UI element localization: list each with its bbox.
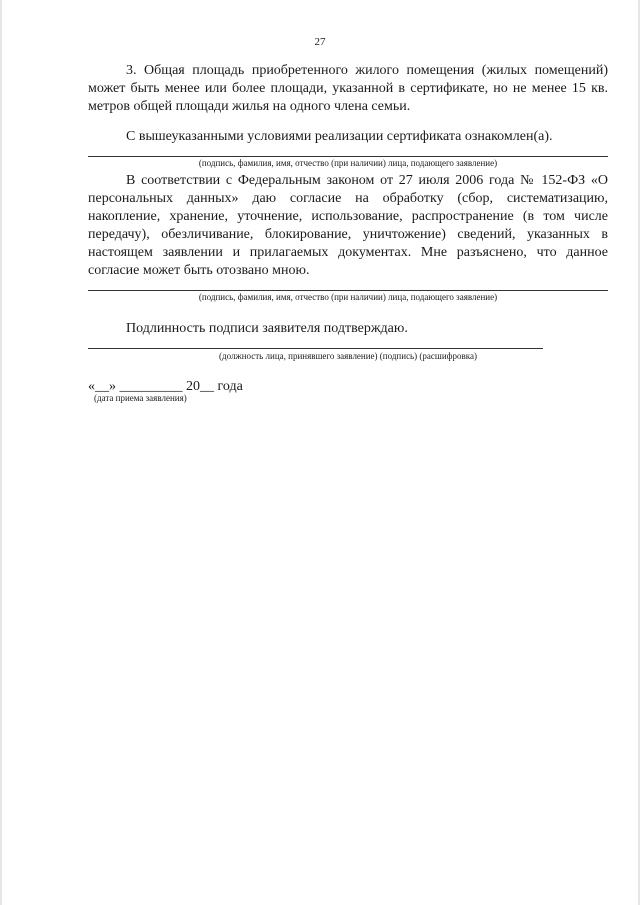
signature-line-2: [88, 290, 608, 291]
date-caption: (дата приема заявления): [94, 393, 187, 403]
date-line: «__» _________ 20__ года: [88, 379, 243, 394]
signature-line-1: [88, 156, 608, 157]
consent-paragraph: В соответствии с Федеральным законом от 27 июля 2006 года № 152-ФЗ «О персональных данных» даю согласие на обработку (сбор, систематизацию, накопление, хранение, уточнение, использование, распространение (в том числе передачу), обезличивание, блокирование, уничтожение) сведений, указанных в настоящем заявлении и прилагаемых документах. Мне разъяснено, что данное согласие может быть отозвано мною.: [88, 173, 608, 278]
signature-confirmation-text: Подлинность подписи заявителя подтверждаю.: [126, 321, 408, 336]
signature-caption-2: (подпись, фамилия, имя, отчество (при наличии) лица, подающего заявление): [198, 292, 498, 302]
page-number: 27: [314, 36, 326, 48]
signature-caption-1: (подпись, фамилия, имя, отчество (при наличии) лица, подающего заявление): [198, 158, 498, 168]
item-3-paragraph: 3. Общая площадь приобретенного жилого помещения (жилых помещений) может быть менее или более площади, указанной в сертификате, но не менее 15 кв. метров общей площади жилья на одного члена семьи.: [88, 63, 608, 114]
official-signature-line: [88, 348, 543, 349]
official-caption: (должность лица, принявшего заявление) (подпись) (расшифровка): [219, 351, 477, 361]
acknowledgement-text: С вышеуказанными условиями реализации сертификата ознакомлен(а).: [126, 129, 553, 144]
scan-edge-left: [0, 0, 2, 905]
